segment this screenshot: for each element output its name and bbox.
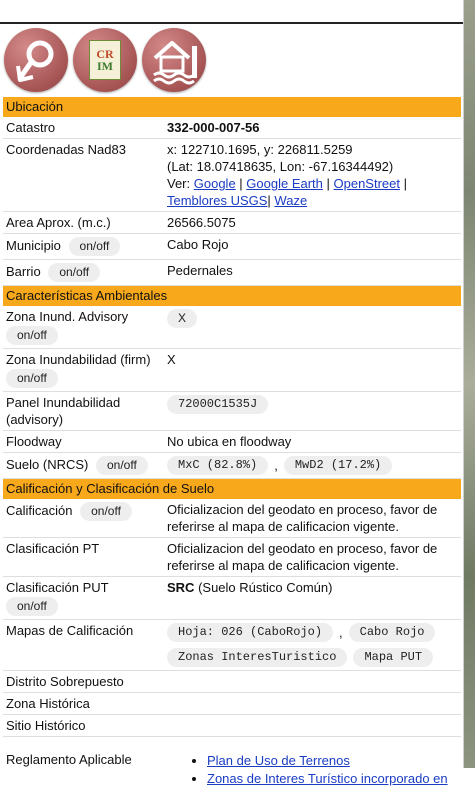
barrio-label: Barrio: [6, 263, 41, 279]
zona-inund-advisory-value[interactable]: X: [167, 309, 197, 328]
suelo-values: [167, 453, 461, 478]
zona-inund-advisory-label: Zona Inund. Advisory: [6, 309, 129, 324]
row-reglamento: [3, 737, 461, 790]
link-google[interactable]: Google: [193, 176, 236, 191]
row-mapas-calificacion: [3, 620, 461, 671]
catastro-label: Catastro: [6, 120, 56, 135]
clasificacion-put-code: SRC: [167, 580, 195, 595]
suelo-separator: ,: [274, 458, 278, 473]
municipio-value: Cabo Rojo: [167, 237, 229, 252]
zona-inundabilidad-toggle-button[interactable]: on/off: [6, 369, 58, 388]
mapa-pill-cabo-rojo[interactable]: Cabo Rojo: [349, 623, 436, 642]
sitio-historico-value: [167, 715, 461, 736]
clasificacion-put-label-cell: [3, 577, 167, 619]
clasificacion-put-toggle-button[interactable]: on/off: [6, 597, 58, 616]
share-icon[interactable]: [4, 28, 68, 92]
ver-label: Ver:: [167, 176, 191, 191]
link-waze[interactable]: Waze: [274, 193, 308, 208]
floodway-label: Floodway: [6, 434, 62, 449]
zona-inundabilidad-value: X: [167, 352, 176, 367]
area-label: Area Aprox. (m.c.): [6, 215, 111, 230]
row-distrito-sobrepuesto: [3, 671, 461, 693]
barrio-value: Pedernales: [167, 263, 233, 278]
crim-logo-line2: IM: [97, 59, 113, 73]
mapa-pill-zonas-interes-turistico[interactable]: Zonas InteresTuristico: [167, 648, 347, 667]
calificacion-label-cell: [3, 499, 167, 537]
floodway-value: No ubica en floodway: [167, 434, 292, 449]
row-municipio: [3, 234, 461, 260]
link-google-earth[interactable]: Google Earth: [246, 176, 323, 191]
barrio-toggle-button[interactable]: on/off: [48, 263, 100, 282]
mapa-pill-hoja[interactable]: Hoja: 026 (CaboRojo): [167, 623, 333, 642]
panel-inundabilidad-value-cell: [167, 392, 461, 430]
row-zona-inundabilidad: [3, 349, 461, 392]
clasificacion-pt-label: Clasificación PT: [6, 541, 100, 556]
municipio-label-cell: [3, 234, 167, 259]
suelo-label: Suelo (NRCS): [6, 456, 89, 472]
zona-inundabilidad-label: Zona Inundabilidad (firm): [6, 352, 151, 367]
zona-inundabilidad-label-cell: [3, 349, 167, 391]
tool-icons: [4, 28, 206, 92]
flood-house-icon[interactable]: [142, 28, 206, 92]
coordenadas-label: Coordenadas Nad83: [6, 142, 126, 157]
reglamento-links: [167, 749, 461, 790]
section-header-ambientales: Características Ambientales: [3, 286, 461, 306]
row-clasificacion-pt: [3, 538, 461, 577]
clasificacion-put-desc: (Suelo Rústico Común): [198, 580, 333, 595]
reglamento-label: Reglamento Aplicable: [6, 752, 132, 767]
reglamento-item: [207, 752, 461, 769]
link-openstreet[interactable]: OpenStreet: [333, 176, 400, 191]
crim-logo-line1: CR: [96, 47, 114, 61]
ver-links: Ver: Google | Google Earth | OpenStreet | Temblores USGS| Waze: [167, 176, 407, 208]
row-zona-inund-advisory: [3, 306, 461, 349]
municipio-toggle-button[interactable]: on/off: [69, 237, 121, 256]
row-catastro: [3, 117, 461, 139]
clasificacion-put-label: Clasificación PUT: [6, 580, 109, 595]
reglamento-list: [167, 752, 461, 787]
mapas-separator: ,: [339, 625, 343, 640]
crim-logo: [89, 40, 121, 80]
barrio-label-cell: [3, 260, 167, 285]
panel-top-bar: [0, 0, 463, 24]
coords-xy: x: 122710.1695, y: 226811.5259: [167, 142, 353, 157]
clasificacion-put-value: [167, 577, 461, 619]
zona-inund-advisory-value-cell: [167, 306, 461, 348]
zona-inund-advisory-label-cell: [3, 306, 167, 348]
distrito-sobrepuesto-value: [167, 671, 461, 692]
row-calificacion: [3, 499, 461, 538]
reglamento-item: [207, 770, 461, 787]
suelo-pill-mwd2[interactable]: MwD2 (17.2%): [284, 456, 392, 475]
zona-historica-label: Zona Histórica: [6, 696, 90, 711]
suelo-toggle-button[interactable]: on/off: [96, 456, 148, 475]
municipio-label: Municipio: [6, 237, 61, 253]
mapa-pill-mapa-put[interactable]: Mapa PUT: [353, 648, 433, 667]
distrito-sobrepuesto-label: Distrito Sobrepuesto: [6, 674, 124, 689]
zona-historica-value: [167, 693, 461, 714]
row-coordenadas: [3, 139, 461, 212]
sitio-historico-label: Sitio Histórico: [6, 718, 86, 733]
coords-latlon: (Lat: 18.07418635, Lon: -67.16344492): [167, 159, 394, 174]
panel-inundabilidad-label: Panel Inundabilidad (advisory): [6, 395, 121, 427]
crim-logo-icon[interactable]: [73, 28, 137, 92]
info-content: [3, 97, 461, 790]
row-floodway: [3, 431, 461, 453]
zona-inund-advisory-toggle-button[interactable]: on/off: [6, 326, 58, 345]
calificacion-toggle-button[interactable]: on/off: [80, 502, 132, 521]
row-sitio-historico: [3, 715, 461, 737]
calificacion-label: Calificación: [6, 502, 73, 518]
mapas-calificacion-label: Mapas de Calificación: [6, 623, 134, 638]
row-area: [3, 212, 461, 234]
link-zonas-interes-turistico[interactable]: Zonas de Interes Turístico incorporado en: [207, 771, 448, 786]
catastro-value: 332-000-007-56: [167, 120, 260, 135]
suelo-label-cell: [3, 453, 167, 478]
section-header-calificacion: Calificación y Clasificación de Suelo: [3, 479, 461, 499]
row-barrio: [3, 260, 461, 286]
suelo-pill-mxc[interactable]: MxC (82.8%): [167, 456, 268, 475]
link-plan-uso-terrenos[interactable]: Plan de Uso de Terrenos: [207, 753, 350, 768]
row-clasificacion-put: [3, 577, 461, 620]
link-temblores-usgs[interactable]: Temblores USGS: [167, 193, 268, 208]
area-value: 26566.5075: [167, 215, 236, 230]
row-zona-historica: [3, 693, 461, 715]
coordenadas-value: [167, 139, 461, 211]
panel-inundabilidad-value[interactable]: 72000C1535J: [167, 395, 268, 414]
row-panel-inundabilidad: [3, 392, 461, 431]
clasificacion-pt-value: Oficializacion del geodato en proceso, favor de referirse al mapa de calificacion vigente.: [167, 541, 438, 573]
section-header-ubicacion: Ubicación: [3, 97, 461, 117]
mapas-calificacion-values: [167, 620, 461, 670]
row-suelo: [3, 453, 461, 479]
calificacion-value: Oficializacion del geodato en proceso, favor de referirse al mapa de calificacion vigente.: [167, 502, 438, 534]
map-background: [463, 0, 475, 768]
